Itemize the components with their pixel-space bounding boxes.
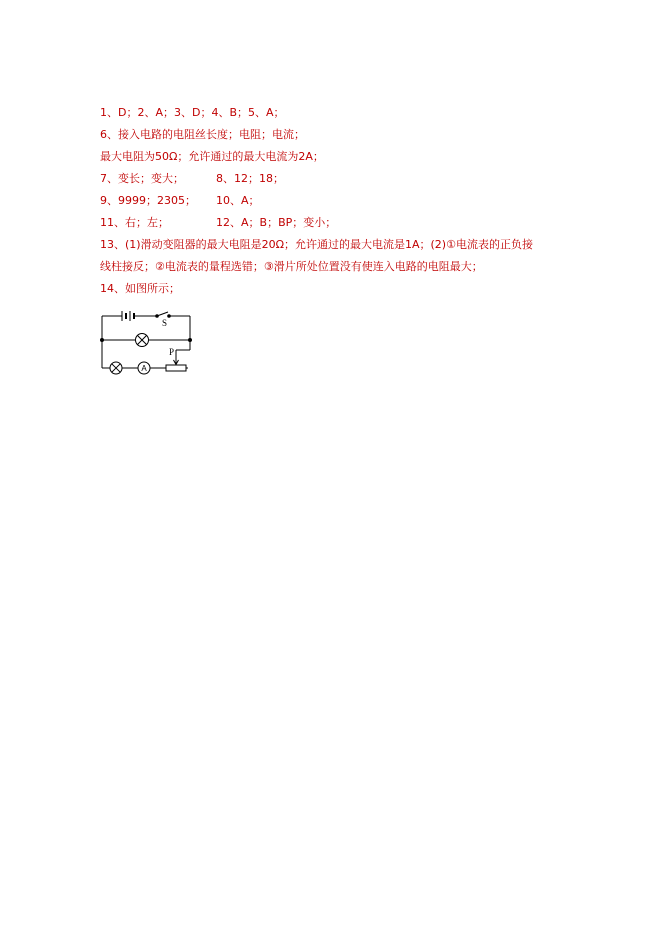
rheostat-body xyxy=(166,365,186,371)
answer-line-9-10 xyxy=(100,190,620,212)
answer-line-1: 1、D；2、A；3、D；4、B；5、A； xyxy=(100,106,285,119)
ammeter-label: A xyxy=(141,364,147,373)
answer-line-7-8 xyxy=(100,168,620,190)
slider-label: P xyxy=(169,347,175,357)
answer-line-11-12 xyxy=(100,212,620,234)
switch-label: S xyxy=(162,318,168,328)
answer-line-6: 6、接入电路的电阻丝长度；电阻；电流； xyxy=(100,128,305,141)
circuit-diagram xyxy=(98,306,198,378)
answer-line-6-cont: 最大电阻为50Ω；允许通过的最大电流为2A； xyxy=(100,150,324,163)
switch-blade xyxy=(157,312,168,316)
answer-line-13: 13、(1)滑动变阻器的最大电阻是20Ω；允许通过的最大电流是1A；(2)①电流表的正负接 xyxy=(100,238,533,251)
answer-9: 9、9999；2305； xyxy=(100,194,196,207)
junction-left xyxy=(101,339,104,342)
answer-10: 10、A； xyxy=(216,194,260,207)
answer-line-14: 14、如图所示； xyxy=(100,282,180,295)
answer-7: 7、变长；变大； xyxy=(100,172,184,185)
answer-line-13-cont: 线柱接反；②电流表的量程选错；③滑片所处位置没有使连入电路的电阻最大； xyxy=(100,260,483,273)
answer-11: 11、右；左； xyxy=(100,216,169,229)
answer-12: 12、A；B；BP；变小； xyxy=(216,216,337,229)
answer-list xyxy=(100,102,620,300)
answer-8: 8、12；18； xyxy=(216,172,284,185)
